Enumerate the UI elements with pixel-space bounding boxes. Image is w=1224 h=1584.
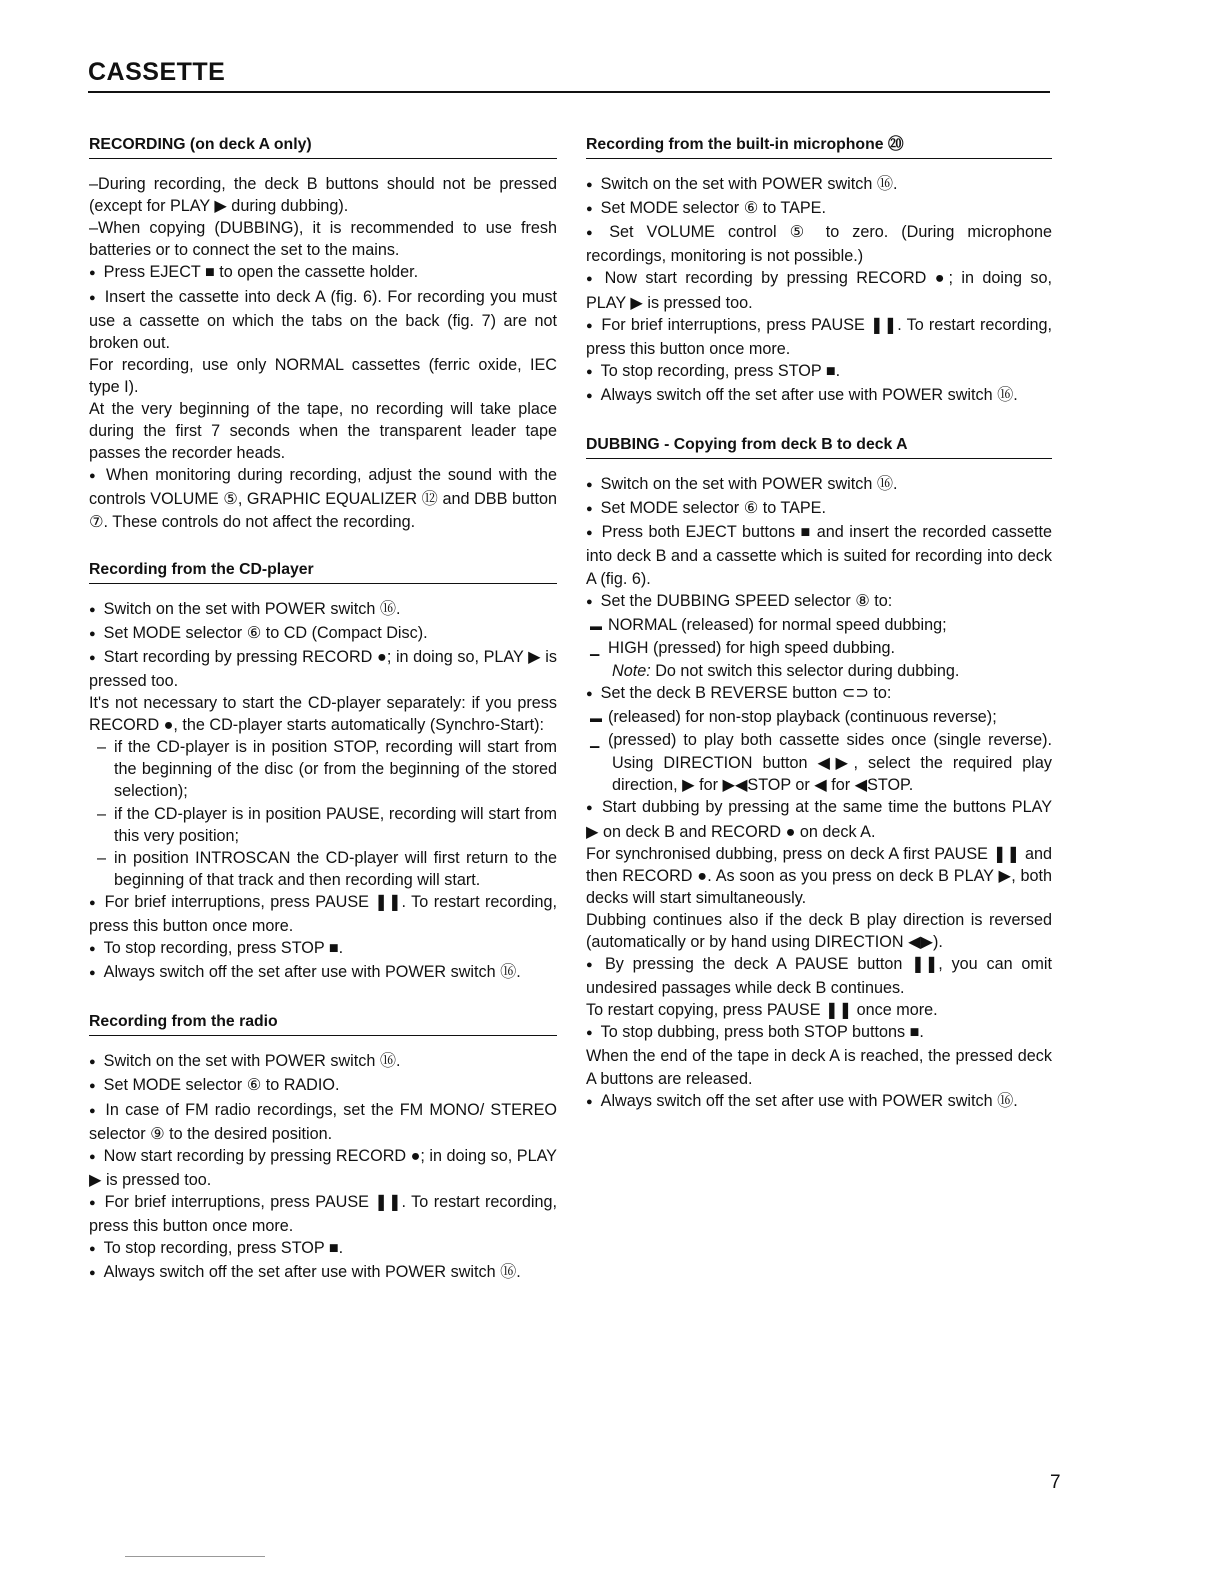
paragraph: For recording, use only NORMAL cassettes (ferric oxide, IEC type I). — [89, 355, 557, 396]
page-number: 7 — [1050, 1472, 1061, 1493]
paragraph: At the very beginning of the tape, no recording will take place during the first 7 seconds when the transparent leader tape passes the recorder heads. — [89, 400, 557, 463]
left-column — [89, 134, 557, 1311]
bullet-item: ● When monitoring during recording, adjust the sound with the controls VOLUME ⑤, GRAPHIC EQUALIZER ⑫ and DBB button ⑦. These controls do not affect the recording. — [89, 464, 557, 532]
bullet-item: ● Now start recording by pressing RECORD ●; in doing so, PLAY ▶ is pressed too. — [89, 1145, 557, 1191]
bullet-item: ● Start recording by pressing RECORD ●; in doing so, PLAY ▶ is pressed too. — [89, 646, 557, 692]
option-text: NORMAL (released) for normal speed dubbing; — [608, 615, 947, 634]
bullet-item: ● Switch on the set with POWER switch ⑯. — [586, 473, 1052, 497]
section-cd — [89, 559, 557, 986]
bullet-item: ● Press EJECT ■ to open the cassette holder. — [89, 261, 557, 285]
pressed-button-icon: ▁ — [590, 641, 600, 656]
bullet-item: ● To stop recording, press STOP ■. — [89, 1237, 557, 1261]
right-column — [586, 134, 1052, 1140]
section-radio — [89, 1011, 557, 1285]
bullet-item: ● Insert the cassette into deck A (fig. 6). For recording you must use a cassette on which the tabs on the back (fig. 7) are not broken out. — [89, 286, 557, 354]
bullet-item: ● Start dubbing by pressing at the same time the buttons PLAY ▶ on deck B and RECORD ● on deck A. — [586, 796, 1052, 842]
released-button-icon: ▬ — [590, 618, 602, 633]
bullet-item: ● To stop dubbing, press both STOP buttons ■. — [586, 1021, 1052, 1045]
option-text: HIGH (pressed) for high speed dubbing. — [608, 638, 896, 657]
section-heading: Recording from the built-in microphone ⑳ — [586, 134, 1052, 159]
paragraph: –When copying (DUBBING), it is recommended to use fresh batteries or to connect the set to the mains. — [89, 219, 557, 260]
bullet-item: ● Always switch off the set after use with POWER switch ⑯. — [89, 961, 557, 985]
dash-item: – if the CD-player is in position STOP, recording will start from the beginning of the disc (or from the beginning of the stored selection); — [114, 736, 557, 802]
scan-artifact-line — [125, 1556, 265, 1557]
note — [612, 660, 1052, 682]
bullet-item: ● Switch on the set with POWER switch ⑯. — [89, 598, 557, 622]
speed-option-normal — [590, 614, 1052, 637]
bullet-item: ● Set the deck B REVERSE button ⊂⊃ to: — [586, 682, 1052, 706]
paragraph: For synchronised dubbing, press on deck A first PAUSE ❚❚ and then RECORD ●. As soon as you press on deck B PLAY ▶, both decks will start simultaneously. — [586, 844, 1052, 907]
dash-item: – in position INTROSCAN the CD-player will first return to the beginning of that track and then recording will start. — [114, 847, 557, 891]
paragraph: When the end of the tape in deck A is reached, the pressed deck A buttons are released. — [586, 1047, 1052, 1088]
bullet-item: ● Set MODE selector ⑥ to RADIO. — [89, 1074, 557, 1098]
section-heading: RECORDING (on deck A only) — [89, 134, 557, 159]
pressed-button-icon: ▁ — [590, 734, 600, 749]
reverse-option-released — [590, 706, 1052, 729]
section-recording — [89, 134, 557, 533]
section-dubbing — [586, 434, 1052, 1114]
paragraph: It's not necessary to start the CD-player separately: if you press RECORD ●, the CD-player starts automatically (Synchro-Start): — [89, 694, 557, 735]
bullet-item: ● Always switch off the set after use with POWER switch ⑯. — [89, 1261, 557, 1285]
speed-option-high — [590, 637, 1052, 660]
bullet-item: ● Always switch off the set after use with POWER switch ⑯. — [586, 384, 1052, 408]
section-microphone — [586, 134, 1052, 408]
section-heading: Recording from the CD-player — [89, 559, 557, 584]
bullet-item: ● Now start recording by pressing RECORD ●; in doing so, PLAY ▶ is pressed too. — [586, 267, 1052, 313]
bullet-item: ● Press both EJECT buttons ■ and insert the recorded cassette into deck B and a cassette which is suited for recording into deck A (fig. 6). — [586, 521, 1052, 589]
bullet-item: ● By pressing the deck A PAUSE button ❚❚, you can omit undesired passages while deck B continues. — [586, 953, 1052, 999]
title-rule — [88, 91, 1050, 93]
bullet-item: ● Set VOLUME control ⑤ to zero. (During microphone recordings, monitoring is not possible.) — [586, 221, 1052, 267]
bullet-item: ● Set MODE selector ⑥ to CD (Compact Disc). — [89, 622, 557, 646]
bullet-item: ● For brief interruptions, press PAUSE ❚❚. To restart recording, press this button once more. — [586, 314, 1052, 360]
dash-item: – if the CD-player is in position PAUSE, recording will start from this very position; — [114, 803, 557, 847]
note-text: Do not switch this selector during dubbing. — [655, 661, 960, 680]
bullet-item: ● Switch on the set with POWER switch ⑯. — [89, 1050, 557, 1074]
bullet-item: ● Set MODE selector ⑥ to TAPE. — [586, 197, 1052, 221]
bullet-item: ● For brief interruptions, press PAUSE ❚❚. To restart recording, press this button once more. — [89, 1191, 557, 1237]
bullet-item: ● In case of FM radio recordings, set the FM MONO/ STEREO selector ⑨ to the desired position. — [89, 1099, 557, 1145]
bullet-item: ● To stop recording, press STOP ■. — [89, 937, 557, 961]
section-heading: Recording from the radio — [89, 1011, 557, 1036]
bullet-item: ● Set MODE selector ⑥ to TAPE. — [586, 497, 1052, 521]
page-title: CASSETTE — [88, 58, 226, 86]
bullet-item: ● Always switch off the set after use with POWER switch ⑯. — [586, 1090, 1052, 1114]
paragraph: To restart copying, press PAUSE ❚❚ once more. — [586, 1001, 938, 1020]
bullet-item: ● For brief interruptions, press PAUSE ❚❚. To restart recording, press this button once more. — [89, 891, 557, 937]
bullet-item: ● Switch on the set with POWER switch ⑯. — [586, 173, 1052, 197]
section-heading: DUBBING - Copying from deck B to deck A — [586, 434, 1052, 459]
option-text: (released) for non-stop playback (continuous reverse); — [608, 708, 997, 727]
bullet-item: ● Set the DUBBING SPEED selector ⑧ to: — [586, 590, 1052, 614]
note-label: Note: — [612, 661, 651, 680]
option-text: (pressed) to play both cassette sides once (single reverse). Using DIRECTION button ◀▶, select the required play direction, ▶ for ▶◀STOP or ◀ for ◀STOP. — [608, 731, 1052, 795]
reverse-option-pressed — [590, 729, 1052, 796]
bullet-item: ● To stop recording, press STOP ■. — [586, 360, 1052, 384]
paragraph: –During recording, the deck B buttons should not be pressed (except for PLAY ▶ during dubbing). — [89, 175, 557, 216]
paragraph: Dubbing continues also if the deck B play direction is reversed (automatically or by hand using DIRECTION ◀▶). — [586, 910, 1052, 951]
released-button-icon: ▬ — [590, 711, 602, 726]
